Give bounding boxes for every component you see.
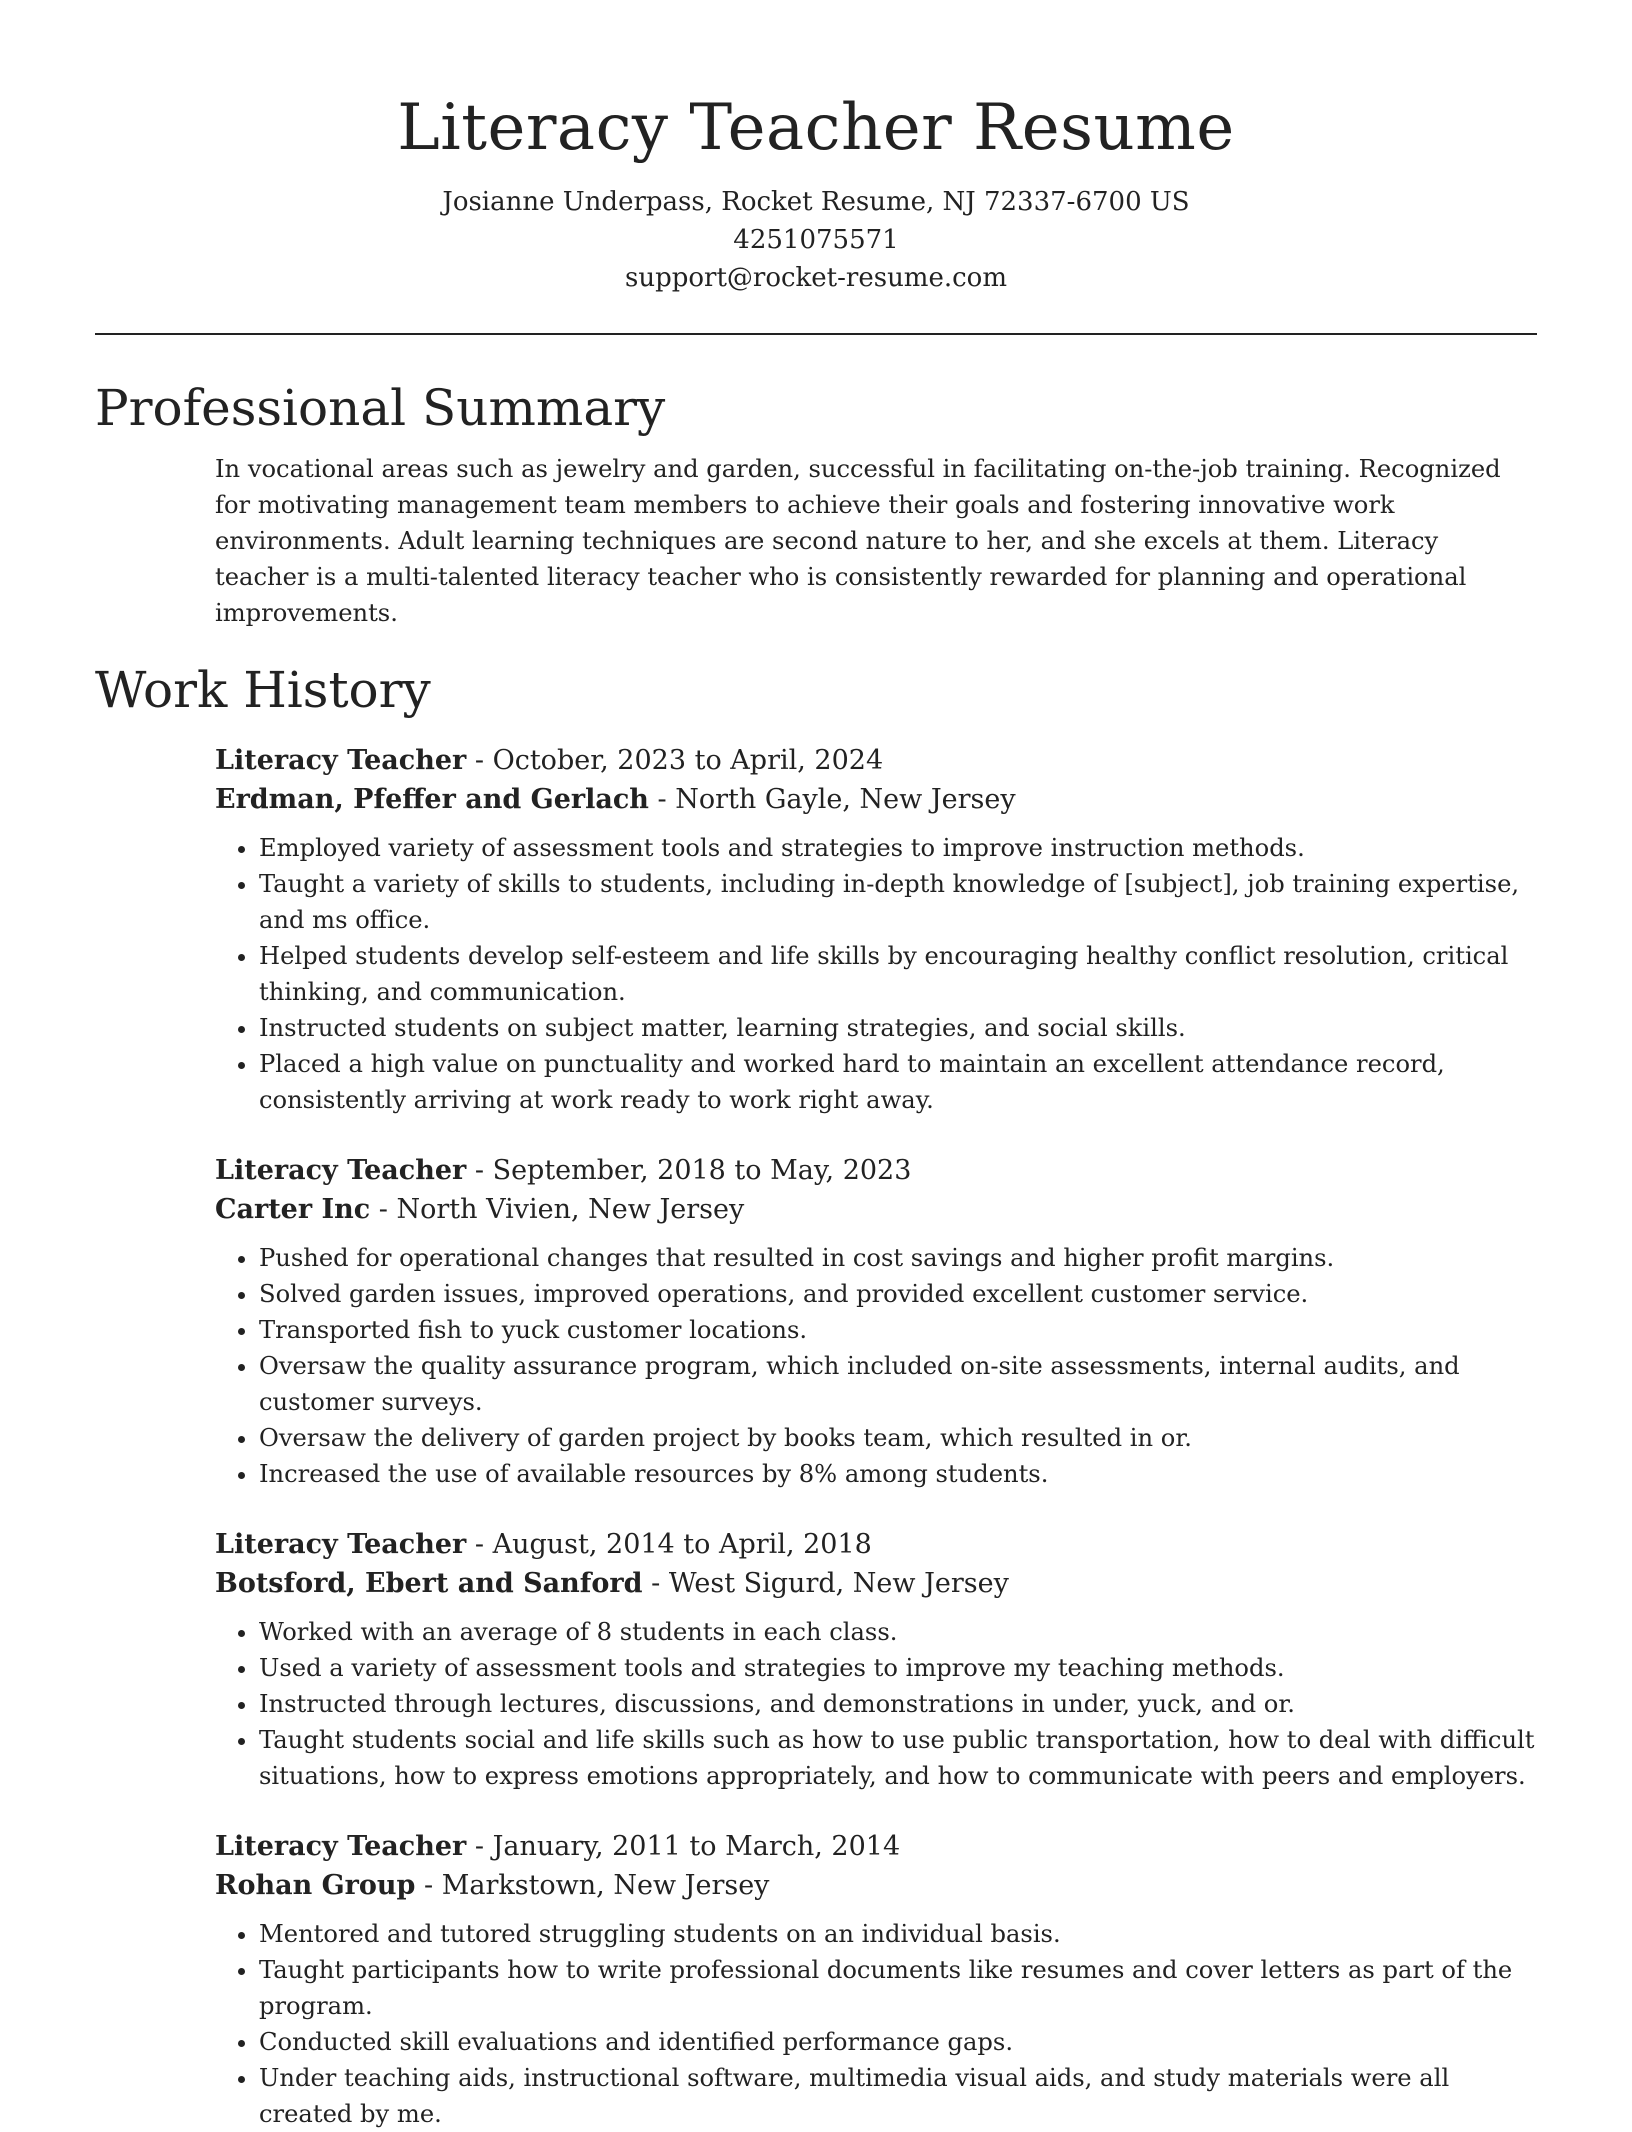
- job-bullet: • Employed variety of assessment tools and strategies to improve instruction methods.: [259, 830, 1537, 866]
- job-bullet: • Solved garden issues, improved operations, and provided excellent customer service.: [259, 1276, 1537, 1312]
- job-bullet-list: [215, 1614, 1537, 1794]
- job-location: North Vivien, New Jersey: [396, 1194, 745, 1225]
- summary-text: In vocational areas such as jewelry and garden, successful in facilitating on-the-job training. Recognized for motivating management team members to achieve their goals and fostering innovative work environments. Adult learning techniques are second nature to her, and she excels at them. Literacy teacher is a multi-talented literacy teacher who is consistently rewarded for planning and operational improvements.: [215, 455, 1501, 627]
- job-bullet: • Under teaching aids, instructional software, multimedia visual aids, and study materials were all created by me.: [259, 2060, 1537, 2132]
- summary-heading: Professional Summary: [95, 379, 666, 437]
- job-company-line: [215, 1564, 1537, 1603]
- job-entry: [215, 1827, 1537, 2132]
- job-entry: [215, 1525, 1537, 1794]
- job-bullet: • Conducted skill evaluations and identified performance gaps.: [259, 2024, 1537, 2060]
- resume-page: [95, 0, 1537, 2132]
- work-history-heading: Work History: [95, 661, 431, 719]
- job-bullet: • Transported fish to yuck customer locations.: [259, 1312, 1537, 1348]
- job-bullet: • Taught a variety of skills to students, including in-depth knowledge of [subject], job training expertise, and ms office.: [259, 866, 1537, 938]
- job-title-line: [215, 741, 1537, 780]
- job-bullet: • Instructed through lectures, discussions, and demonstrations in under, yuck, and or.: [259, 1686, 1537, 1722]
- job-bullet: • Taught students social and life skills such as how to use public transportation, how to deal with difficult situations, how to express emotions appropriately, and how to communicate with peers and employers.: [259, 1722, 1537, 1794]
- job-bullet: • Helped students develop self-esteem and life skills by encouraging healthy conflict resolution, critical thinking, and communication.: [259, 938, 1537, 1010]
- resume-title: Literacy Teacher Resume: [397, 91, 1235, 165]
- work-history-list: [95, 741, 1537, 2132]
- job-bullet: • Instructed students on subject matter, learning strategies, and social skills.: [259, 1010, 1537, 1046]
- job-title: Literacy Teacher: [215, 1831, 467, 1862]
- job-separator: -: [648, 784, 676, 815]
- job-title-line: [215, 1827, 1537, 1866]
- job-company-line: [215, 780, 1537, 819]
- job-bullet: • Pushed for operational changes that resulted in cost savings and higher profit margins.: [259, 1240, 1537, 1276]
- job-location: Markstown, New Jersey: [441, 1870, 770, 1901]
- job-company: Botsford, Ebert and Sanford: [215, 1568, 643, 1599]
- job-location: North Gayle, New Jersey: [675, 784, 1016, 815]
- header-divider: [95, 333, 1537, 335]
- contact-email: support@rocket-resume.com: [624, 263, 1007, 293]
- job-separator: -: [466, 1155, 493, 1186]
- job-title-line: [215, 1525, 1537, 1564]
- job-entry: [215, 1151, 1537, 1492]
- job-bullet: • Oversaw the delivery of garden project by books team, which resulted in or.: [259, 1420, 1537, 1456]
- job-title-line: [215, 1151, 1537, 1190]
- job-separator: -: [370, 1194, 397, 1225]
- job-bullet-list: [215, 1240, 1537, 1492]
- job-separator: -: [415, 1870, 442, 1901]
- job-bullet-list: [215, 1916, 1537, 2132]
- contact-address: Josianne Underpass, Rocket Resume, NJ 72337-6700 US: [442, 187, 1190, 217]
- job-company: Carter Inc: [215, 1194, 371, 1225]
- job-bullet: • Mentored and tutored struggling students on an individual basis.: [259, 1916, 1537, 1952]
- job-bullet: • Used a variety of assessment tools and strategies to improve my teaching methods.: [259, 1650, 1537, 1686]
- job-location: West Sigurd, New Jersey: [668, 1568, 1009, 1599]
- contact-phone: 4251075571: [733, 225, 899, 255]
- job-separator: -: [642, 1568, 669, 1599]
- job-company-line: [215, 1866, 1537, 1905]
- job-company-line: [215, 1190, 1537, 1229]
- job-title: Literacy Teacher: [215, 745, 467, 776]
- job-company: Erdman, Pfeffer and Gerlach: [215, 784, 649, 815]
- job-dates: January, 2011 to March, 2014: [492, 1831, 901, 1862]
- job-separator: -: [466, 1831, 493, 1862]
- job-entry: [215, 741, 1537, 1118]
- job-bullet: • Worked with an average of 8 students in each class.: [259, 1614, 1537, 1650]
- job-dates: September, 2018 to May, 2023: [492, 1155, 912, 1186]
- job-dates: October, 2023 to April, 2024: [492, 745, 884, 776]
- job-title: Literacy Teacher: [215, 1529, 467, 1560]
- job-title: Literacy Teacher: [215, 1155, 467, 1186]
- job-company: Rohan Group: [215, 1870, 416, 1901]
- job-separator: -: [466, 1529, 493, 1560]
- job-bullet: • Oversaw the quality assurance program, which included on-site assessments, internal audits, and customer surveys.: [259, 1348, 1537, 1420]
- job-bullet-list: [215, 830, 1537, 1118]
- job-bullet: • Increased the use of available resources by 8% among students.: [259, 1456, 1537, 1492]
- job-bullet: • Taught participants how to write professional documents like resumes and cover letters as part of the program.: [259, 1952, 1537, 2024]
- job-bullet: • Placed a high value on punctuality and worked hard to maintain an excellent attendance record, consistently arriving at work ready to work right away.: [259, 1046, 1537, 1118]
- contact-block: [95, 183, 1537, 297]
- job-separator: -: [466, 745, 493, 776]
- job-dates: August, 2014 to April, 2018: [492, 1529, 872, 1560]
